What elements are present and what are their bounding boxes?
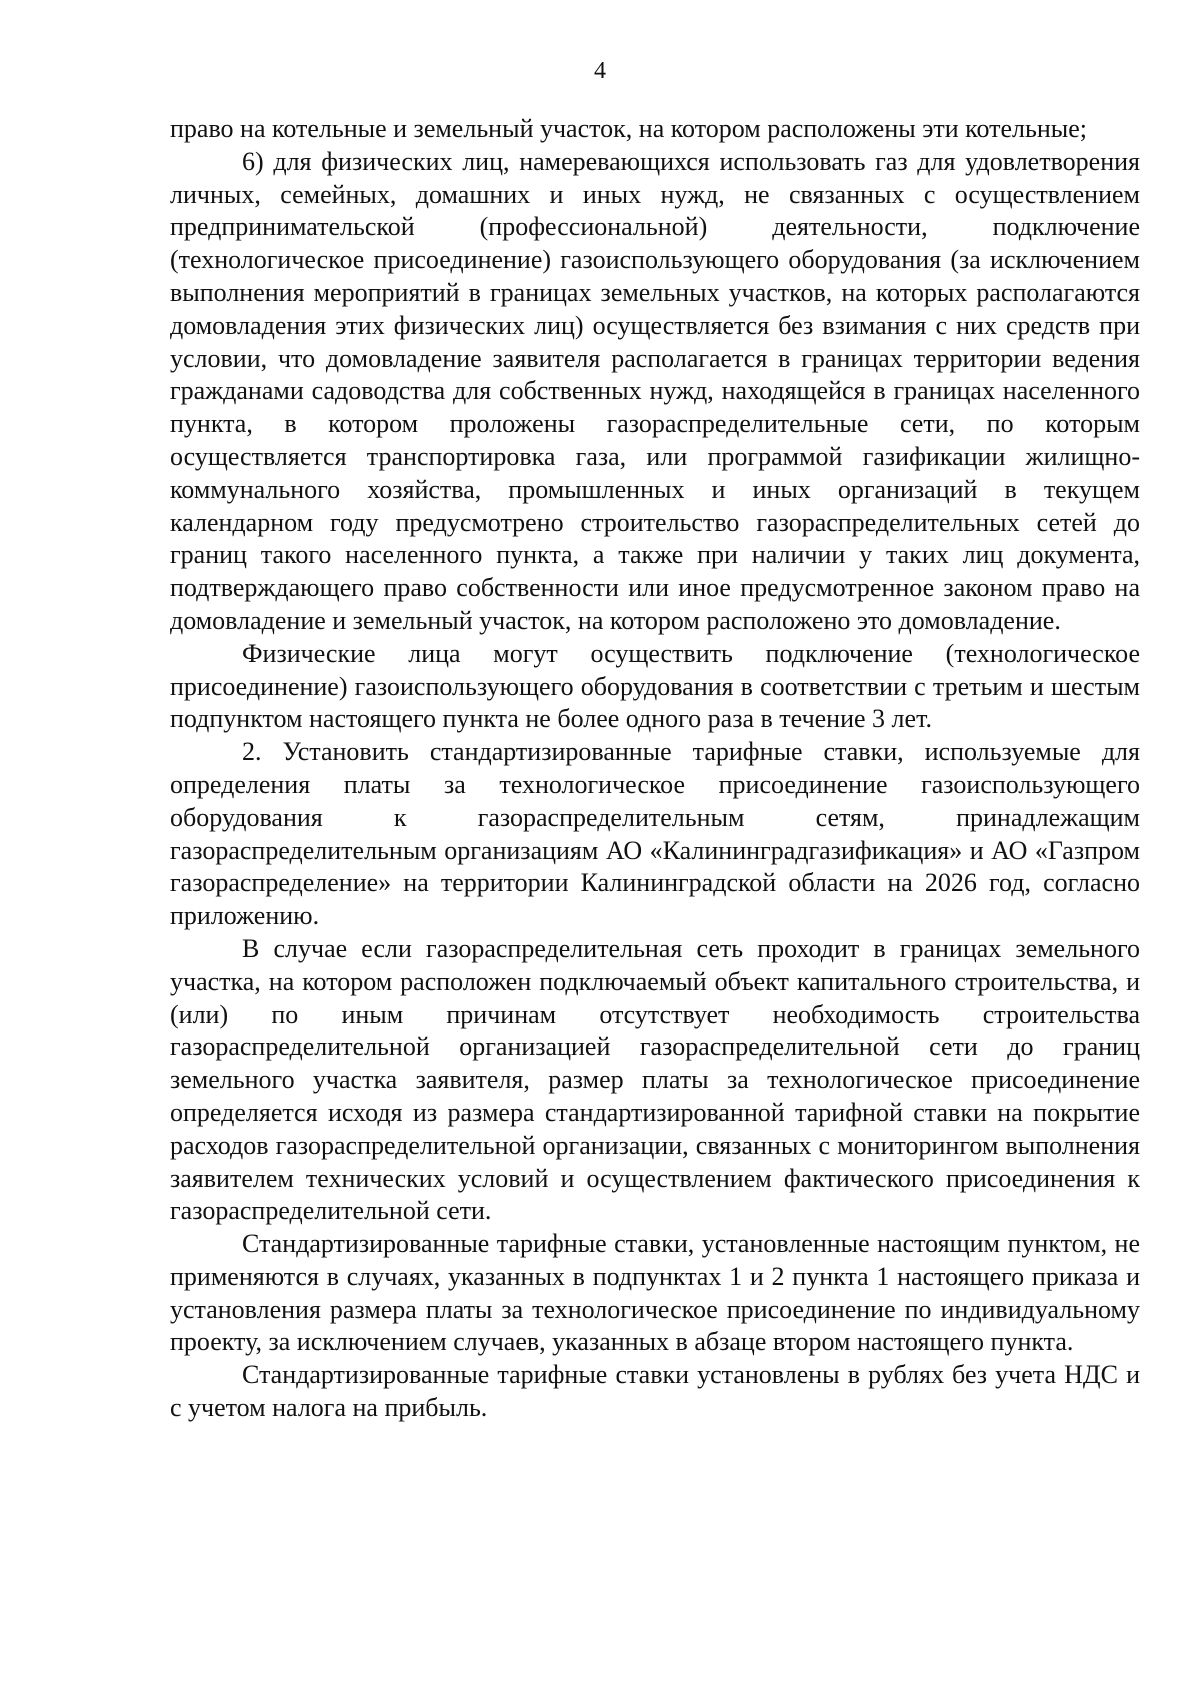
paragraph-individuals-limit: Физические лица могут осуществить подключение (технологическое присоединение) газоиспользующего оборудования в соответствии с третьим и шестым подпунктом настоящего пункта не более одного раза в течение 3 лет. [170, 638, 1140, 734]
paragraph-exceptions: Стандартизированные тарифные ставки, установленные настоящим пунктом, не применяются в случаях, указанных в подпунктах 1 и 2 пункта 1 настоящего приказа и установления размера платы за технологическое присоединение по индивидуальному проекту, за исключением случаев, указанных в абзаце втором настоящего пункта. [170, 1229, 1140, 1357]
paragraph-item-2: 2. Установить стандартизированные тарифные ставки, используемые для определения платы за технологическое присоединение газоиспользующего оборудования к газораспределительным сетям, принадлежащим газораспределительным организациям АО «Калининградгазификация» и АО «Газпром газораспределение» на территории Калининградской области на 2026 год, согласно приложению. [170, 737, 1140, 931]
paragraph-subitem-6: 6) для физических лиц, намеревающихся использовать газ для удовлетворения личных, семейных, домашних и иных нужд, не связанных с осуществлением предпринимательской (профессиональной) деятельности, подключение (технологическое присоединение) газоиспользующего оборудования (за исключением выполнения мероприятий в границах земельных участков, на которых располагаются домовладения этих физических лиц) осуществляется без взимания с них средств при условии, что домовладение заявителя располагается в границах территории ведения гражданами садоводства для собственных нужд, находящейся в границах населенного пункта, в котором проложены газораспределительные сети, по которым осуществляется транспортировка газа, или программой газификации жилищно-коммунального хозяйства, промышленных и иных организаций в текущем календарном году предусмотрено строительство газораспределительных сетей до границ такого населенного пункта, а также при наличии у таких лиц документа, подтверждающего право собственности или иное предусмотренное законом право на домовладение и земельный участок, на котором расположено это домовладение. [170, 146, 1140, 635]
paragraph-network-case: В случае если газораспределительная сеть проходит в границах земельного участка, на котором расположен подключаемый объект капитального строительства, и (или) по иным причинам отсутствует необходимость строительства газораспределительной организацией газораспределительной сети до границ земельного участка заявителя, размер платы за технологическое присоединение определяется исходя из размера стандартизированной тарифной ставки на покрытие расходов газораспределительной организации, связанных с мониторингом выполнения заявителем технических условий и осуществлением фактического присоединения к газораспределительной сети. [170, 933, 1140, 1226]
paragraph-continuation: право на котельные и земельный участок, на котором расположены эти котельные; [170, 114, 1087, 143]
document-body [170, 113, 1140, 1425]
page-number: 4 [594, 58, 606, 84]
paragraph-currency-note: Стандартизированные тарифные ставки установлены в рублях без учета НДС и с учетом налога на прибыль. [170, 1360, 1140, 1423]
